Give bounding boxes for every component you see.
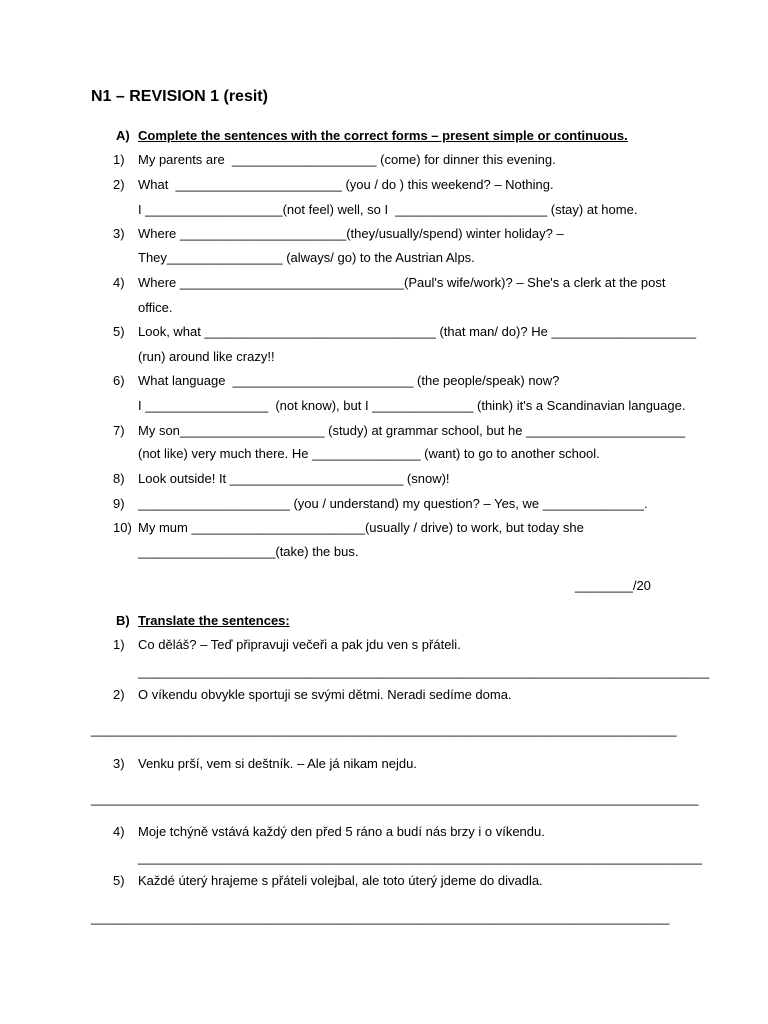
page-title: N1 – REVISION 1 (resit) <box>91 88 268 105</box>
answer-line: ______________________________________________________________________________ <box>138 850 702 865</box>
section-b-heading: Translate the sentences: <box>138 613 290 628</box>
exercise-line: Where _______________________(they/usually/spend) winter holiday? – <box>138 226 564 241</box>
item-number: 9) <box>113 496 125 511</box>
exercise-line: My son____________________ (study) at grammar school, but he ______________________ <box>138 423 686 438</box>
answer-line: _________________________________________________________________________________ <box>91 722 677 737</box>
answer-line: ________________________________________________________________________________ <box>91 910 670 925</box>
sentence-to-translate: Co děláš? – Teď připravuji večeři a pak jdu ven s přáteli. <box>138 637 461 652</box>
exercise-line: (run) around like crazy!! <box>138 349 275 364</box>
item-number: 3) <box>113 226 125 241</box>
exercise-line: ___________________(take) the bus. <box>138 544 359 559</box>
item-number: 3) <box>113 756 125 771</box>
item-number: 6) <box>113 373 125 388</box>
exercise-line: _____________________ (you / understand) my question? – Yes, we ______________. <box>138 496 648 511</box>
item-number: 2) <box>113 687 125 702</box>
exercise-line: Where _______________________________(Paul's wife/work)? – She's a clerk at the post <box>138 275 666 290</box>
sentence-to-translate: Venku prší, vem si deštník. – Ale já nikam nejdu. <box>138 756 417 771</box>
exercise-line: What language _________________________ (the people/speak) now? <box>138 373 560 388</box>
exercise-line: (not like) very much there. He _______________ (want) to go to another school. <box>138 446 600 461</box>
section-a-label: A) <box>116 128 130 143</box>
exercise-line: I ___________________(not feel) well, so I _____________________ (stay) at home. <box>138 202 638 217</box>
item-number: 5) <box>113 873 125 888</box>
sentence-to-translate: Každé úterý hrajeme s přáteli volejbal, ale toto úterý jdeme do divadla. <box>138 873 543 888</box>
score-field: ________/20 <box>575 578 651 593</box>
exercise-line: My mum ________________________(usually / drive) to work, but today she <box>138 520 584 535</box>
exercise-line: What _______________________ (you / do ) this weekend? – Nothing. <box>138 177 554 192</box>
exercise-line: Look outside! It ________________________ (snow)! <box>138 471 450 486</box>
sentence-to-translate: Moje tchýně vstává každý den před 5 ráno a budí nás brzy i o víkendu. <box>138 824 545 839</box>
exercise-line: My parents are ____________________ (come) for dinner this evening. <box>138 152 556 167</box>
exercise-line: They________________ (always/ go) to the Austrian Alps. <box>138 250 475 265</box>
section-b-label: B) <box>116 613 130 628</box>
item-number: 8) <box>113 471 125 486</box>
answer-line: _______________________________________________________________________________ <box>138 664 710 679</box>
item-number: 1) <box>113 637 125 652</box>
item-number: 10) <box>113 520 132 535</box>
item-number: 7) <box>113 423 125 438</box>
exercise-line: office. <box>138 300 173 315</box>
item-number: 5) <box>113 324 125 339</box>
item-number: 4) <box>113 275 125 290</box>
item-number: 1) <box>113 152 125 167</box>
item-number: 4) <box>113 824 125 839</box>
exercise-line: Look, what ________________________________ (that man/ do)? He ____________________ <box>138 324 697 339</box>
answer-line: ____________________________________________________________________________________ <box>91 791 699 806</box>
item-number: 2) <box>113 177 125 192</box>
sentence-to-translate: O víkendu obvykle sportuji se svými dětmi. Neradi sedíme doma. <box>138 687 512 702</box>
exercise-line: I _________________ (not know), but I ______________ (think) it's a Scandinavian language. <box>138 398 686 413</box>
section-a-heading: Complete the sentences with the correct forms – present simple or continuous. <box>138 128 628 143</box>
